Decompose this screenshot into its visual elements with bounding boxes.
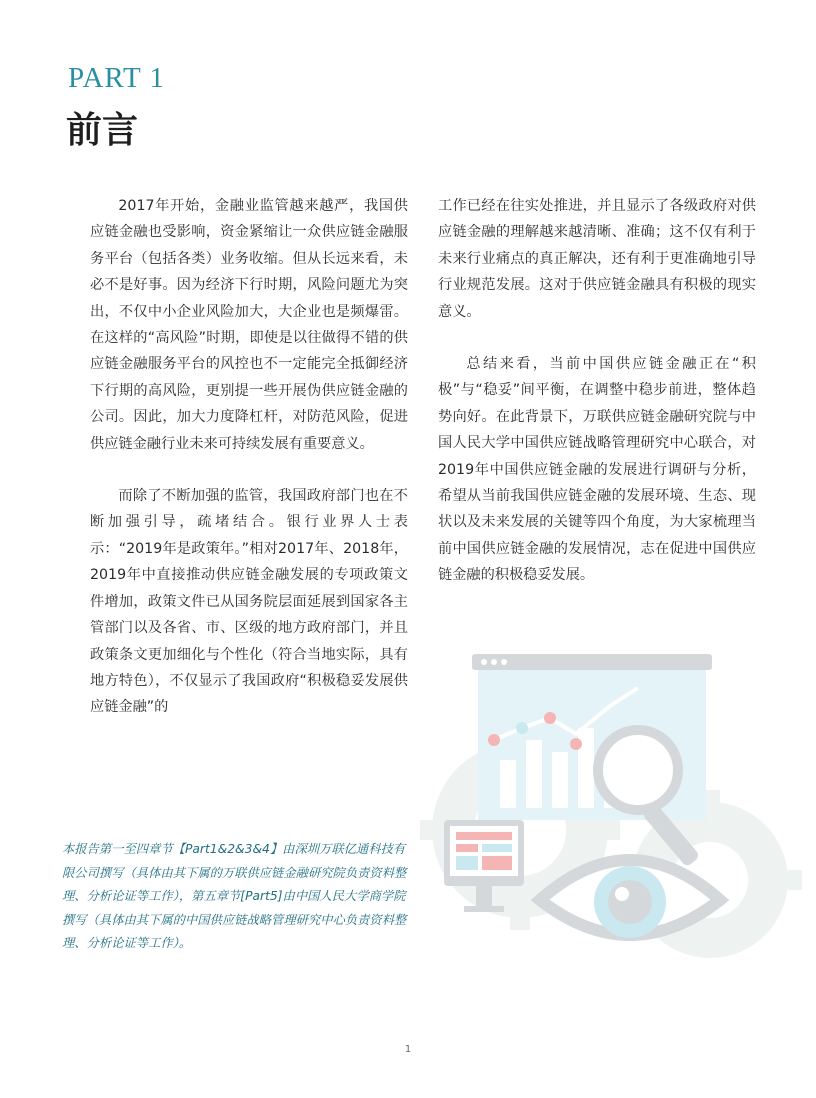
authorship-note: 本报告第一至四章节【Part1&2&3&4】由深圳万联亿通科技有限公司撰写（具体由其下属的万联供应链金融研究院负责资料整理、分析论证等工作），第五章节[Part5]由中国人民大学商学院撰写（具体由其下属的中国供应链战略管理研究中心负责资料整理、分析论证等工作）。 [62, 842, 407, 950]
bar-chart-icon [472, 654, 712, 820]
paragraph-left-2: 而除了不断加强的监管，我国政府部门也在不断加强引导，疏堵结合。银行业界人士表示：“2019年是政策年。”相对2017年、2018年，2019年中直接推动供应链金融发展的专项政策文件增加，政策文件已从国务院层面延展到国家各主管部门以及各省、市、区级的地方政府部门，并且政策条文更加细化与个性化（符合当地实际，具有地方特色），不仅显示了我国政府“积极稳妥发展供应链金融”的 [90, 488, 408, 716]
page-title: 前言 [66, 110, 139, 151]
right-column [438, 193, 756, 615]
paragraph-right-1: 工作已经在往实处推进，并且显示了各级政府对供应链金融的理解越来越清晰、准确；这不仅有利于未来行业痛点的真正解决，还有利于更准确地引导行业规范发展。这对于供应链金融具有积极的现实意义。 [438, 198, 756, 320]
part-label: PART 1 [68, 62, 165, 94]
paragraph-right-2: 总结来看，当前中国供应链金融正在“积极”与“稳妥”间平衡，在调整中稳步前进，整体趋势向好。在此背景下，万联供应链金融研究院与中国人民大学中国供应链战略管理研究中心联合，对2019年中国供应链金融的发展进行调研与分析，希望从当前我国供应链金融的发展环境、生态、现状以及未来发展的关键等四个角度，为大家梳理当前中国供应链金融的发展情况，志在促进中国供应链金融的积极稳妥发展。 [438, 356, 756, 584]
data-analysis-illustration [410, 640, 810, 970]
paragraph-left-1: 2017年开始，金融业监管越来越严，我国供应链金融也受影响，资金紧缩让一众供应链金融服务平台（包括各类）业务收缩。但从长远来看，未必不是好事。因为经济下行时期，风险问题尤为突出，不仅中小企业风险加大，大企业也是频爆雷。在这样的“高风险”时期，即使是以往做得不错的供应链金融服务平台的风控也不一定能完全抵御经济下行期的高风险，更别提一些开展伪供应链金融的公司。因此，加大力度降杠杆，对防范风险，促进供应链金融行业未来可持续发展有重要意义。 [90, 198, 408, 452]
page-number: 1 [404, 1044, 412, 1055]
left-column [90, 193, 408, 747]
